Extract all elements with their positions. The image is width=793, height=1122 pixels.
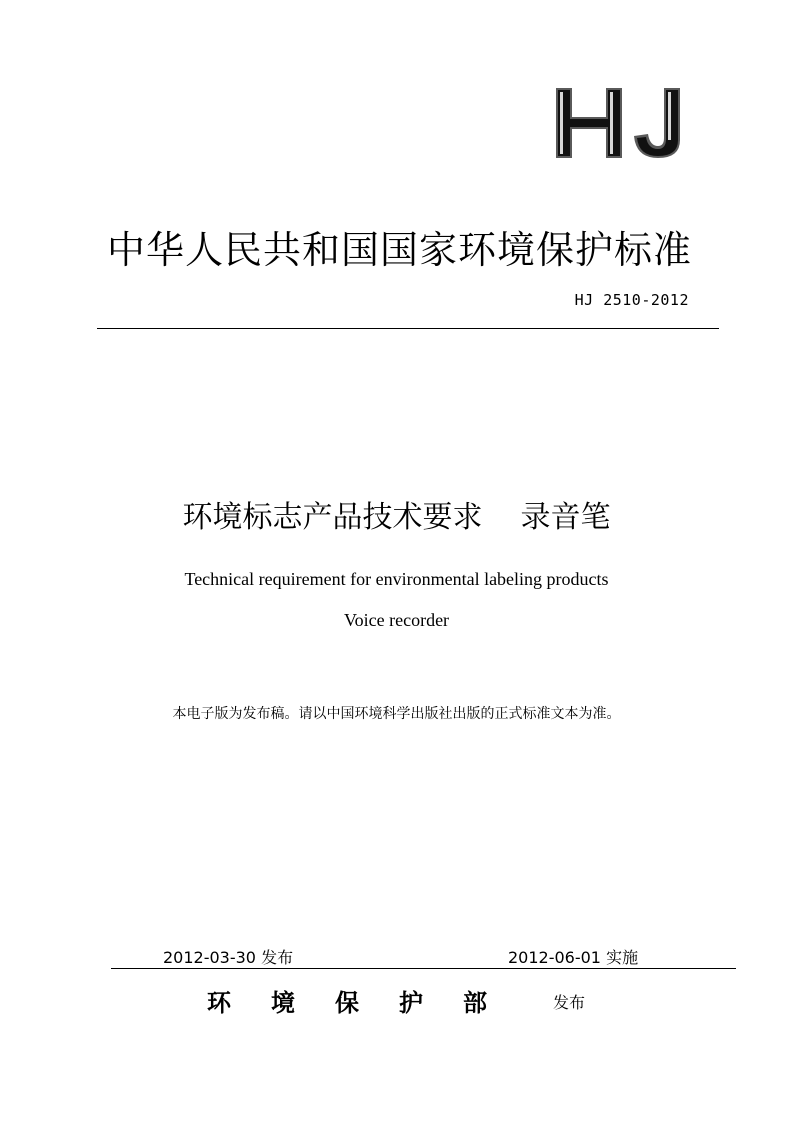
english-title: Technical requirement for environmental labeling products <box>184 569 609 589</box>
issue-date: 2012-03-30 发布 <box>163 948 294 967</box>
chinese-title-product: 录音笔 <box>520 500 611 535</box>
standard-category: 中华人民共和国国家环境保护标准 <box>106 228 692 272</box>
hj-logo-icon <box>552 84 688 162</box>
implement-date: 2012-06-01 实施 <box>508 948 639 967</box>
english-product-title: Voice recorder <box>343 610 450 630</box>
bottom-divider <box>111 968 736 969</box>
top-divider <box>97 328 719 329</box>
publisher-suffix: 发布 <box>553 993 586 1012</box>
edition-notice: 本电子版为发布稿。请以中国环境科学出版社出版的正式标准文本为准。 <box>172 706 621 722</box>
standard-code: HJ 2510-2012 <box>574 291 689 309</box>
chinese-title-main: 环境标志产品技术要求 <box>182 500 483 535</box>
publisher: 环境保护部 <box>207 988 527 1017</box>
chinese-title <box>0 496 793 540</box>
